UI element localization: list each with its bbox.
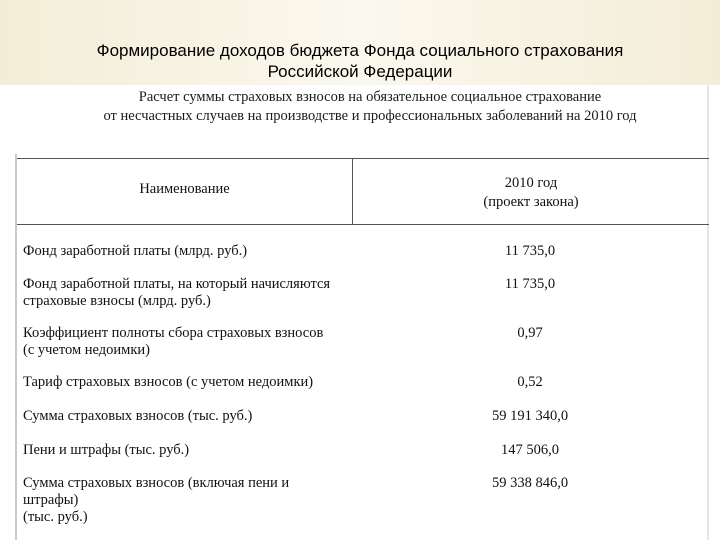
- table-top-rule: [17, 158, 709, 159]
- table-row-value: 59 338 846,0: [491, 475, 569, 491]
- slide-title: [0, 0, 720, 85]
- table-row-label: Коэффициент полноты сбора страховых взносов (с учетом недоимки): [23, 325, 324, 358]
- document-caption-line-1: Расчет суммы страховых взносов на обязательное социальное страхование: [138, 89, 602, 105]
- table-row-value: 0,52: [517, 374, 543, 390]
- column-header-year: [353, 174, 709, 212]
- table-row-value: 147 506,0: [501, 442, 559, 458]
- left-border: [15, 154, 17, 540]
- table-row-label: Пени и штрафы (тыс. руб.): [23, 442, 190, 458]
- table-header-rule: [17, 224, 709, 225]
- slide-title-line-1: Формирование доходов бюджета Фонда социального страхования: [96, 41, 624, 60]
- right-border: [707, 85, 709, 540]
- table-row-label: Фонд заработной платы, на который начисляются страховые взносы (млрд. руб.): [23, 276, 331, 309]
- table-row-value: 0,97: [517, 325, 543, 341]
- column-header-year-line-1: 2010 год: [504, 175, 558, 191]
- table-row-label: Сумма страховых взносов (включая пени и штрафы) (тыс. руб.): [23, 475, 290, 525]
- document-caption: [60, 88, 680, 126]
- document-caption-line-2: от несчастных случаев на производстве и профессиональных заболеваний на 2010 год: [103, 108, 637, 124]
- table-row-label: Фонд заработной платы (млрд. руб.): [23, 243, 248, 259]
- slide-title-line-2: Российской Федерации: [267, 62, 453, 81]
- table-row-value: 11 735,0: [504, 243, 556, 259]
- column-header-year-line-2: (проект закона): [483, 194, 579, 210]
- column-header-name: Наименование: [139, 181, 230, 197]
- table-row-label: Тариф страховых взносов (с учетом недоимки): [23, 374, 314, 390]
- table-row-label: Сумма страховых взносов (тыс. руб.): [23, 408, 253, 424]
- table-row-value: 11 735,0: [504, 276, 556, 292]
- table-row-value: 59 191 340,0: [491, 408, 569, 424]
